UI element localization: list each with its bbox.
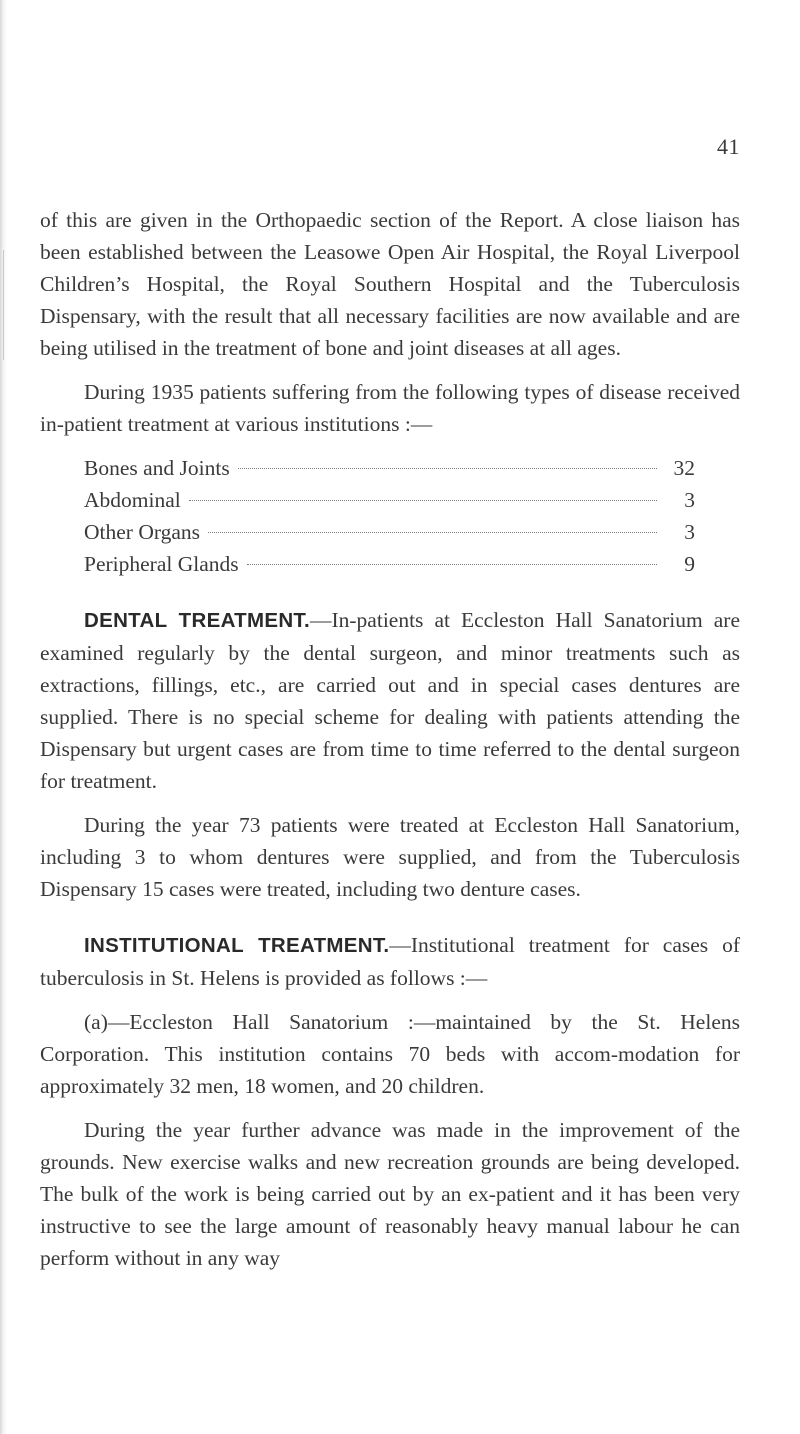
list-item <box>84 484 695 516</box>
grounds-paragraph: During the year further advance was made in the improvement of the grounds. New exercise walks and new recreation grounds are being developed. The bulk of the work is being carried out by an ex-patient and it has been very instructive to see the large amount of reasonably heavy manual labour he can perform without in any way <box>40 1118 740 1270</box>
disease-label: Bones and Joints <box>84 456 230 480</box>
dental-text: —In-patients at Eccleston Hall Sanatorium are examined regularly by the dental surgeon, and minor treatments such as extractions, fillings, etc., are carried out and in special cases dentures are supplied. There is no special scheme for dealing with patients attending the Dispensary but urgent cases are from time to time referred to the dental surgeon for treatment. <box>40 608 740 793</box>
patient-count: 3 <box>684 488 695 512</box>
dot-leader <box>189 500 657 501</box>
page-edge-mark <box>3 250 4 360</box>
dental-heading: DENTAL TREATMENT. <box>84 609 310 632</box>
dot-leader <box>247 564 657 565</box>
disease-intro-paragraph: During 1935 patients suffering from the following types of disease received in-patient treatment at various institutions :— <box>40 380 740 436</box>
disease-label: Other Organs <box>84 520 201 544</box>
dot-leader <box>208 532 657 533</box>
patient-count: 3 <box>684 520 695 544</box>
disease-label: Abdominal <box>84 488 181 512</box>
page-edge-shadow <box>0 0 7 1434</box>
intro-paragraph: of this are given in the Orthopaedic section of the Report. A close liaison has been established between the Leasowe Open Air Hospital, the Royal Liverpool Children’s Hospital, the Royal Southern Hospital and the Tuberculosis Dispensary, with the result that all necessary facilities are now available and are being utilised in the treatment of bone and joint diseases at all ages. <box>40 208 740 360</box>
list-item <box>84 452 695 484</box>
institutional-text: —Institutional treatment for cases of tuberculosis in St. Helens is provided as follows :— <box>40 933 740 990</box>
disease-list <box>84 452 695 580</box>
item-a-paragraph: (a)—Eccleston Hall Sanatorium :—maintained by the St. Helens Corporation. This institution contains 70 beds with accom-modation for approximately 32 men, 18 women, and 20 children. <box>40 1010 740 1098</box>
institutional-heading: INSTITUTIONAL TREATMENT. <box>84 934 390 957</box>
dental-followup-paragraph: During the year 73 patients were treated at Eccleston Hall Sanatorium, including 3 to whom dentures were supplied, and from the Tuberculosis Dispensary 15 cases were treated, including two denture cases. <box>40 813 740 901</box>
list-item <box>84 548 695 580</box>
page-number: 41 <box>717 134 740 159</box>
dental-paragraph <box>40 604 740 797</box>
patient-count: 32 <box>673 456 695 480</box>
list-item <box>84 516 695 548</box>
dot-leader <box>238 468 657 469</box>
patient-count: 9 <box>684 552 695 576</box>
page-body <box>40 204 740 1274</box>
disease-label: Peripheral Glands <box>84 552 239 576</box>
institutional-paragraph <box>40 929 740 994</box>
